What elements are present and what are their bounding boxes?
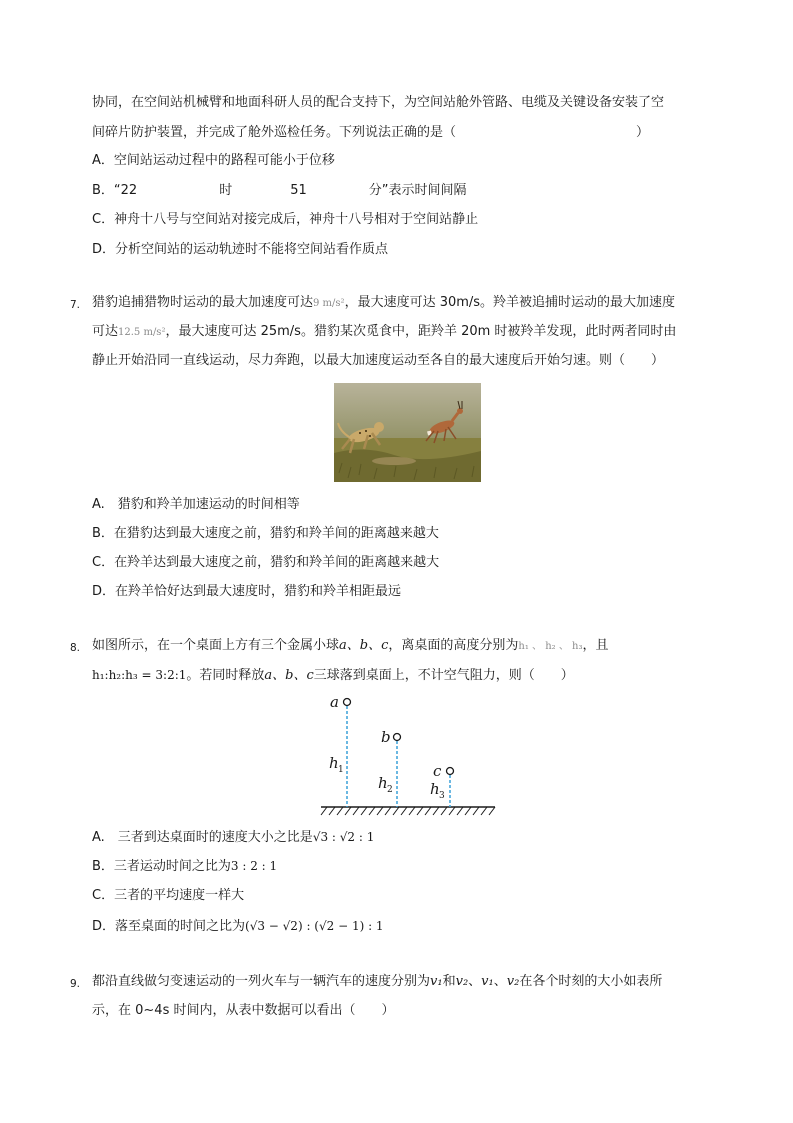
q7-stem-line-1: 猎豹追捕猎物时运动的最大加速度可达9 m/s²，最大速度可达 30m/s。羚羊被追捕时运动的最大加速度 <box>92 295 676 310</box>
q8-number: 8. <box>70 642 81 654</box>
cheetah-gazelle-photo <box>334 383 481 482</box>
q7-option-b: B．在猎豹达到最大速度之前，猎豹和羚羊间的距离越来越大 <box>92 526 439 541</box>
q7-stem-line-3: 静止开始沿同一直线运动，尽力奔跑，以最大加速度运动至各自的最大速度后开始匀速。则（ ） <box>92 353 665 368</box>
falling-balls-diagram <box>318 690 498 818</box>
ball-b <box>394 734 401 741</box>
q7-option-d: D．在羚羊恰好达到最大速度时，猎豹和羚羊相距最远 <box>92 584 402 599</box>
label-a: a <box>330 693 339 711</box>
q9-stem-line-1: 都沿直线做匀变速运动的一列火车与一辆汽车的速度分别为v₁和v₂、v₁、v₂在各个时刻的大小如表所 <box>92 974 663 989</box>
q6-option-b: B．“22 时 51 分”表示时间间隔 <box>92 183 467 198</box>
q8-stem-line-2: h₁:h₂:h₃ = 3:2:1。若同时释放a、b、c三球落到桌面上，不计空气阻力，则（ ） <box>92 668 574 683</box>
q8-option-a: A. 三者到达桌面时的速度大小之比是√3 : √2 : 1 <box>92 830 375 845</box>
q6-stem-line-2: 间碎片防护装置，并完成了舱外巡检任务。下列说法正确的是（ ） <box>92 125 650 140</box>
label-h1-sub: 1 <box>338 765 344 775</box>
table-hatching <box>321 807 495 815</box>
q7-stem-line-2: 可达12.5 m/s²，最大速度可达 25m/s。猎豹某次觅食中，距羚羊 20m 时被羚羊发现，此时两者同时由 <box>92 324 677 339</box>
label-h3-sub: 3 <box>439 791 445 801</box>
q7-number: 7. <box>70 299 81 311</box>
cheetah-gazelle-illustration <box>334 383 481 482</box>
label-c: c <box>433 762 442 780</box>
q6-stem-line-1: 协同，在空间站机械臂和地面科研人员的配合支持下，为空间站舱外管路、电缆及关键设备安装了空 <box>92 95 665 110</box>
q8-stem-line-1: 如图所示，在一个桌面上方有三个金属小球a、b、c，离桌面的高度分别为h₁ 、 h₂ 、 h₃，且 <box>92 638 609 653</box>
q7-option-c: C．在羚羊达到最大速度之前，猎豹和羚羊间的距离越来越大 <box>92 555 440 570</box>
q8-option-c: C．三者的平均速度一样大 <box>92 888 245 903</box>
ball-a <box>344 699 351 706</box>
ball-c <box>447 768 454 775</box>
q6-option-a: A．空间站运动过程中的路程可能小于位移 <box>92 153 335 168</box>
q6-option-d: D．分析空间站的运动轨迹时不能将空间站看作质点 <box>92 242 389 257</box>
label-h2-sub: 2 <box>387 785 393 795</box>
q9-number: 9. <box>70 978 81 990</box>
q6-option-c: C．神舟十八号与空间站对接完成后，神舟十八号相对于空间站静止 <box>92 212 479 227</box>
label-h3: h <box>430 780 440 798</box>
label-b: b <box>381 728 391 746</box>
label-h2: h <box>378 774 388 792</box>
q8-option-b: B．三者运动时间之比为3 : 2 : 1 <box>92 859 278 874</box>
q7-option-a: A. 猎豹和羚羊加速运动的时间相等 <box>92 497 300 512</box>
label-h1: h <box>329 754 339 772</box>
q8-option-d: D．落至桌面的时间之比为(√3 − √2) : (√2 − 1) : 1 <box>92 919 384 934</box>
q9-stem-line-2: 示，在 0~4s 时间内，从表中数据可以看出（ ） <box>92 1003 395 1018</box>
